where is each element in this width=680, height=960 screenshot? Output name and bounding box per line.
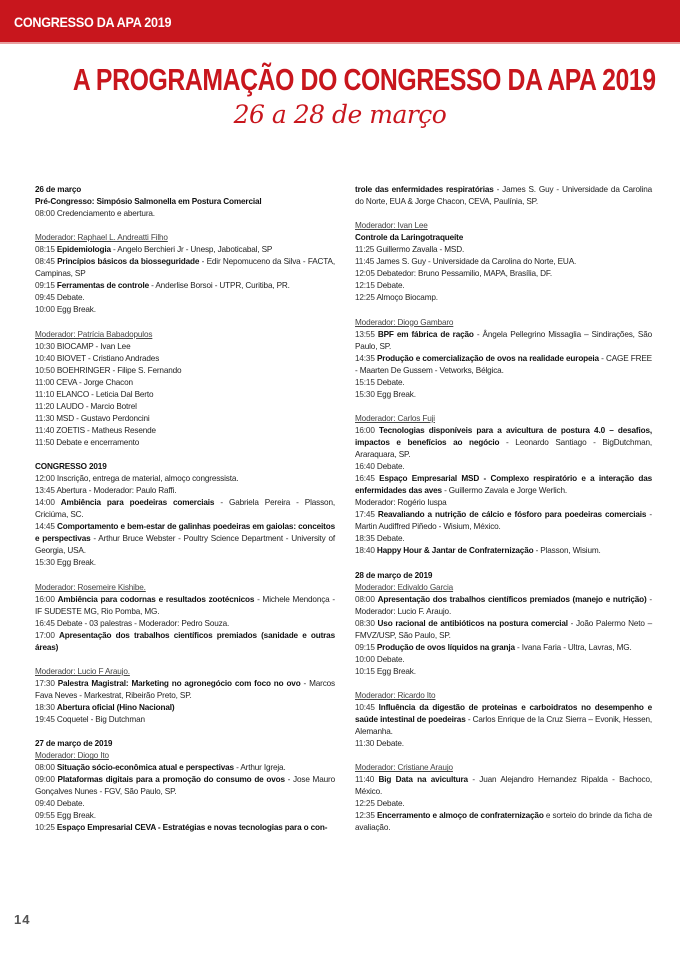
program-block: [355, 762, 652, 834]
program-item: [35, 365, 335, 377]
page-subtitle: [0, 100, 680, 129]
item-text: CEVA - Jorge Chacon: [56, 377, 133, 387]
item-text: Moderador: Rosemeire Kishibe.: [35, 582, 146, 592]
program-item: [355, 654, 652, 666]
item-time: 11:10: [35, 389, 55, 399]
item-text: Coquetel - Big Dutchman: [56, 715, 145, 725]
item-time: 13:45: [35, 486, 55, 496]
item-text: Moderador: Diogo Ito: [35, 751, 109, 761]
program-item: [35, 389, 335, 401]
item-text: Moderador: Lucio F Araujo.: [35, 666, 130, 676]
item-time: 17:45: [355, 510, 375, 520]
program-item: [355, 810, 652, 834]
item-time: 10:00: [355, 654, 375, 664]
program-item: [35, 473, 335, 485]
item-text: - Martin Audiffred Piñedo - Wisium, México.: [355, 510, 652, 532]
item-time: 12:15: [355, 281, 375, 291]
program-item: [355, 389, 652, 401]
item-time: 09:55: [35, 811, 55, 821]
item-text: Debate.: [56, 293, 85, 303]
item-title: Ambiência para codornas e resultados zootécnicos: [57, 594, 255, 604]
program-item: [355, 738, 652, 750]
program-item: [355, 473, 652, 497]
program-item: [35, 485, 335, 497]
item-time: 12:25: [355, 799, 375, 809]
program-item: [355, 533, 652, 545]
item-time: 09:15: [355, 642, 375, 652]
program-item: [35, 377, 335, 389]
item-text: Moderador: Diogo Gambaro: [355, 317, 454, 327]
item-time: 09:45: [35, 293, 55, 303]
section-heading: [35, 738, 335, 750]
item-text: e sorteio do brinde da ficha de avaliação.: [355, 811, 652, 833]
item-time: 16:40: [355, 462, 375, 472]
section-label: CONGRESSO DA APA 2019: [14, 14, 172, 30]
item-time: 10:00: [35, 305, 55, 315]
program-block: [35, 329, 335, 449]
item-time: 08:00: [355, 594, 375, 604]
page-number: 14: [14, 912, 31, 927]
item-title: Situação sócio-econômica atual e perspectivas: [56, 763, 234, 773]
program-item: [35, 353, 335, 365]
item-text: BOEHRINGER - Filipe S. Fernando: [56, 365, 182, 375]
item-text: Debate e encerramento: [56, 437, 140, 447]
program-item: [355, 545, 652, 557]
item-text: - Jose Mauro Gonçalves Nunes - FGV, São Paulo, SP.: [35, 775, 336, 797]
program-block: [355, 317, 652, 401]
page-title-text: A PROGRAMAÇÃO DO CONGRESSO DA APA 2019: [72, 62, 656, 97]
program-item: [35, 702, 335, 714]
program-column-left: [35, 184, 335, 847]
item-title: trole das enfermidades respiratórias: [355, 185, 494, 194]
program-column-right: [355, 184, 652, 847]
item-text: Moderador: Ivan Lee: [355, 221, 428, 231]
item-time: 10:25: [35, 823, 55, 833]
section-heading: [35, 461, 335, 473]
item-title: Espaço Empresarial MSD - Complexo respiratório e a interação das enfermidades das aves: [355, 474, 652, 496]
item-text: Moderador: Patrícia Babadopulos: [35, 329, 153, 339]
program-item: [355, 594, 652, 618]
item-text: 27 de março de 2019: [35, 739, 113, 749]
item-title: Happy Hour & Jantar de Confraternização: [376, 546, 534, 556]
item-text: MSD - Gustavo Perdoncini: [56, 413, 150, 423]
item-text: Moderador: Edivaldo Garcia: [355, 582, 454, 592]
program-item: [35, 594, 335, 618]
item-text: Credenciamento e abertura.: [56, 209, 155, 219]
item-time: 09:15: [35, 281, 55, 291]
item-time: 12:25: [355, 293, 375, 303]
program-block: [355, 184, 652, 208]
item-title: Uso racional de antibióticos na postura comercial: [377, 618, 568, 628]
program-block: [35, 738, 335, 834]
program-block: [35, 232, 335, 316]
item-time: 08:00: [35, 763, 55, 773]
program-item: [35, 678, 335, 702]
item-title: Comportamento e bem-estar de galinhas poedeiras em gaiolas: conceitos e perspectivas: [35, 522, 336, 544]
item-text: Debate.: [376, 799, 405, 809]
item-text: Guillermo Zavalla - MSD.: [376, 245, 465, 255]
item-title: Big Data na avicultura: [378, 775, 468, 785]
item-time: 08:15: [35, 245, 55, 255]
item-text: - Leonardo Santiago - BigDutchman, Araraquara, SP.: [355, 437, 652, 460]
item-text: Moderador: Rogério Iuspa: [355, 498, 447, 508]
program-block: [355, 570, 652, 678]
item-title: BPF em fábrica de ração: [377, 329, 474, 339]
program-item: [35, 497, 335, 521]
item-text: Egg Break.: [56, 811, 96, 821]
program-item: [35, 714, 335, 726]
moderator-line: [355, 317, 652, 329]
program-item: [355, 329, 652, 353]
item-text: Egg Break.: [376, 389, 416, 399]
item-time: 09:40: [35, 799, 55, 809]
program-item: [355, 497, 652, 509]
moderator-line: [35, 582, 335, 594]
program-item: [355, 377, 652, 389]
item-text: - Plasson, Wisium.: [533, 546, 601, 556]
item-text: Egg Break.: [56, 305, 96, 315]
item-text: - Michele Mendonça - IF SUDESTE MG, Rio Pomba, MG.: [35, 594, 336, 616]
program-item: [35, 557, 335, 569]
program-block: [35, 582, 335, 654]
item-title: Ambiência para poedeiras comerciais: [60, 498, 215, 508]
item-text: Debate - 03 palestras - Moderador: Pedro Souza.: [56, 618, 230, 628]
item-time: 10:40: [35, 353, 55, 363]
item-text: - James S. Guy - Universidade da Carolina do Norte, EUA & Jorge Chacon, CEVA, Paulínia, SP.: [355, 185, 652, 207]
item-title: Ferramentas de controle: [56, 281, 149, 291]
page-title: [0, 62, 680, 98]
item-text: Debate.: [376, 739, 404, 749]
item-title: Plataformas digitais para a promoção do consumo de ovos: [57, 775, 285, 785]
item-text: Debate.: [376, 377, 405, 387]
item-title: Tecnologias disponíveis para a avicultura de postura 4.0 – desafios, impactos e benefícios ao negócio: [355, 425, 653, 447]
item-time: 08:45: [35, 257, 55, 267]
item-time: 11:20: [35, 401, 55, 411]
item-text: ZOETIS - Matheus Resende: [56, 425, 156, 435]
item-title: Palestra Magistral: Marketing no agronegócio com foco no ovo: [57, 678, 301, 688]
program-item: [355, 425, 652, 461]
program-item: [35, 208, 335, 220]
program-item: [35, 618, 335, 630]
item-time: 11:40: [355, 775, 375, 785]
program-item: [35, 810, 335, 822]
section-heading: [35, 184, 335, 196]
item-time: 12:05: [355, 269, 375, 279]
program-item: [35, 280, 335, 292]
item-text: - João Palermo Neto – FMVZ/USP, São Paulo, SP.: [355, 618, 653, 640]
item-text: Abertura - Moderador: Paulo Raffi.: [56, 486, 177, 496]
item-text: Debate.: [376, 281, 405, 291]
item-text: Egg Break.: [376, 666, 416, 676]
item-text: Debate.: [376, 654, 405, 664]
program-item: [355, 292, 652, 304]
program-item: [35, 244, 335, 256]
item-title: Produção de ovos líquidos na granja: [376, 642, 515, 652]
program-item: [355, 244, 652, 256]
program-item: [35, 341, 335, 353]
section-heading: [355, 232, 652, 244]
item-title: Espaço Empresarial CEVA - Estratégias e novas tecnologias para o con-: [56, 823, 328, 833]
item-text: - Edir Nepomuceno da Silva - FACTA, Campinas, SP: [35, 257, 335, 279]
item-text: Controle da Laringotraqueíte: [355, 233, 464, 243]
item-time: 10:15: [355, 666, 375, 676]
program-block: [35, 461, 335, 569]
item-text: Almoço Biocamp.: [376, 293, 438, 303]
item-time: 10:45: [355, 703, 375, 713]
item-text: BIOVET - Cristiano Andrades: [56, 353, 160, 363]
item-time: 08:30: [355, 618, 375, 628]
moderator-line: [355, 582, 652, 594]
program-item: [35, 401, 335, 413]
item-text: ELANCO - Leticia Dal Berto: [56, 389, 154, 399]
item-text: Pré-Congresso: Simpósio Salmonella em Postura Comercial: [35, 197, 262, 207]
item-time: 16:00: [35, 594, 55, 604]
item-time: 11:30: [35, 413, 55, 423]
item-time: 14:35: [355, 353, 375, 363]
item-time: 11:45: [355, 257, 375, 267]
page-subtitle-text: 26 a 28 de março: [233, 100, 447, 129]
item-text: - Gabriela Pereira - Plasson, Criciúma, SC.: [35, 498, 335, 520]
program-block: [355, 413, 652, 558]
item-title: Reavaliando a nutrição de cálcio e fósforo para poedeiras comerciais: [377, 510, 647, 520]
moderator-line: [35, 329, 335, 341]
item-text: Egg Break.: [56, 558, 96, 568]
item-time: 16:45: [355, 474, 375, 484]
program-item: [35, 304, 335, 316]
item-text: - Angelo Berchieri Jr - Unesp, Jaboticabal, SP: [110, 245, 273, 255]
item-title: Epidemiologia: [56, 245, 111, 255]
item-time: 12:35: [355, 811, 375, 821]
program-item: [355, 461, 652, 473]
item-text: Inscrição, entrega de material, almoço congressista.: [56, 474, 239, 484]
moderator-line: [355, 762, 652, 774]
item-text: Moderador: Ricardo Ito: [355, 690, 436, 700]
item-time: 13:55: [355, 329, 375, 339]
item-time: 16:00: [355, 425, 375, 435]
item-text: - Ivana Faria - Ultra, Lavras, MG.: [514, 642, 632, 652]
item-text: Moderador: Raphael L. Andreatti Filho: [35, 233, 168, 243]
program-item: [35, 762, 335, 774]
item-text: - Anderlise Borsoi - UTPR, Curitiba, PR.: [148, 281, 290, 291]
item-time: 18:30: [35, 703, 55, 713]
item-time: 12:00: [35, 474, 55, 484]
program-item: [35, 798, 335, 810]
item-time: 17:00: [35, 630, 55, 640]
program-item: [35, 437, 335, 449]
moderator-line: [355, 220, 652, 232]
program-item: [355, 280, 652, 292]
item-time: 15:15: [355, 377, 375, 387]
item-time: 10:30: [35, 341, 55, 351]
program-item: [35, 413, 335, 425]
moderator-line: [355, 413, 652, 425]
item-text: Moderador: Cristiane Araujo: [355, 763, 453, 773]
item-time: 16:45: [35, 618, 55, 628]
item-time: 18:40: [355, 546, 375, 556]
program-item: [35, 425, 335, 437]
program-item: [355, 618, 652, 642]
item-time: 15:30: [35, 558, 55, 568]
item-time: 14:00: [35, 498, 55, 508]
item-time: 11:50: [35, 437, 55, 447]
item-time: 11:25: [355, 245, 375, 255]
program-item: [35, 822, 335, 834]
program-item: [35, 256, 335, 280]
item-title: Apresentação dos trabalhos científicos premiados (manejo e nutrição): [377, 594, 647, 604]
item-time: 10:50: [35, 365, 55, 375]
item-time: 11:30: [355, 739, 375, 749]
section-header-bar: [0, 0, 680, 44]
section-heading: [35, 196, 335, 208]
item-text: - Marcos Fava Neves - Markestrat, Ribeirão Preto, SP.: [35, 678, 336, 700]
program-item: [355, 268, 652, 280]
program-item: [355, 509, 652, 533]
item-text: - Guillermo Zavala e Jorge Werlich.: [441, 486, 568, 496]
item-text: BIOCAMP - Ivan Lee: [56, 341, 131, 351]
item-text: Debatedor: Bruno Pessamilio, MAPA, Brasília, DF.: [376, 269, 552, 279]
item-time: 09:00: [35, 775, 55, 785]
item-text: - Juan Alejandro Hernandez Ripalda - Bachoco, México.: [355, 775, 653, 797]
program-block: [355, 220, 652, 304]
item-text: Moderador: Carlos Fuji: [355, 413, 435, 423]
moderator-line: [35, 232, 335, 244]
program-item: [355, 642, 652, 654]
item-time: 08:00: [35, 209, 55, 219]
item-title: Encerramento e almoço de confraternização: [376, 811, 544, 821]
section-heading: [355, 570, 652, 582]
item-text: CONGRESSO 2019: [35, 462, 107, 472]
program-block: [35, 666, 335, 726]
item-time: 17:30: [35, 678, 55, 688]
item-text: - Arthur Bruce Webster - Poultry Science Department - University of Georgia, USA.: [35, 534, 335, 556]
moderator-line: [35, 750, 335, 762]
item-text: LAUDO - Marcio Botrel: [56, 401, 137, 411]
item-title: Produção e comercialização de ovos na realidade europeia: [376, 353, 599, 363]
item-text: - Arthur Igreja.: [233, 763, 286, 773]
item-text: - Moderador: Lucio F. Araujo.: [355, 594, 653, 616]
program-item: [355, 774, 652, 798]
item-title: Princípios básicos da biosseguridade: [57, 257, 200, 267]
item-text: - CAGE FREE - Maarten De Gussem - Vetworks, Bélgica.: [355, 353, 652, 375]
program-item: [355, 798, 652, 810]
program-item: [355, 353, 652, 377]
item-time: 15:30: [355, 389, 375, 399]
moderator-line: [35, 666, 335, 678]
item-time: 18:35: [355, 534, 375, 544]
item-time: 19:45: [35, 715, 55, 725]
item-text: Debate.: [56, 799, 85, 809]
item-time: 11:40: [35, 425, 55, 435]
item-text: 28 de março de 2019: [355, 570, 433, 580]
item-title: Influência da digestão de proteinas e carboidratos no desempenho e saúde intestinal de poedeiras: [355, 703, 652, 725]
program-item: [35, 630, 335, 654]
item-title: Apresentação dos trabalhos científicos premiados (sanidade e outras áreas): [35, 630, 335, 652]
program-block: [35, 184, 335, 220]
item-text: Debate.: [376, 534, 405, 544]
program-item: [35, 292, 335, 304]
program-item: [35, 521, 335, 557]
item-time: 11:00: [35, 377, 55, 387]
item-time: 14:45: [35, 522, 55, 532]
item-text: 26 de março: [35, 185, 82, 194]
program-block: [355, 690, 652, 750]
program-item: [355, 184, 652, 208]
program-item: [355, 666, 652, 678]
item-text: James S. Guy - Universidade da Carolina do Norte, EUA.: [376, 257, 577, 267]
item-text: Debate.: [376, 462, 405, 472]
item-text: - Carlos Enrique de la Cruz Sierra – Evonik, Hessen, Alemanha.: [355, 715, 653, 737]
moderator-line: [355, 690, 652, 702]
program-item: [35, 774, 335, 798]
program-item: [355, 702, 652, 738]
item-title: Abertura oficial (Hino Nacional): [56, 703, 175, 713]
item-text: - Ângela Pellegrino Missaglia – Sindirações, São Paulo, SP.: [355, 329, 653, 351]
program-item: [355, 256, 652, 268]
